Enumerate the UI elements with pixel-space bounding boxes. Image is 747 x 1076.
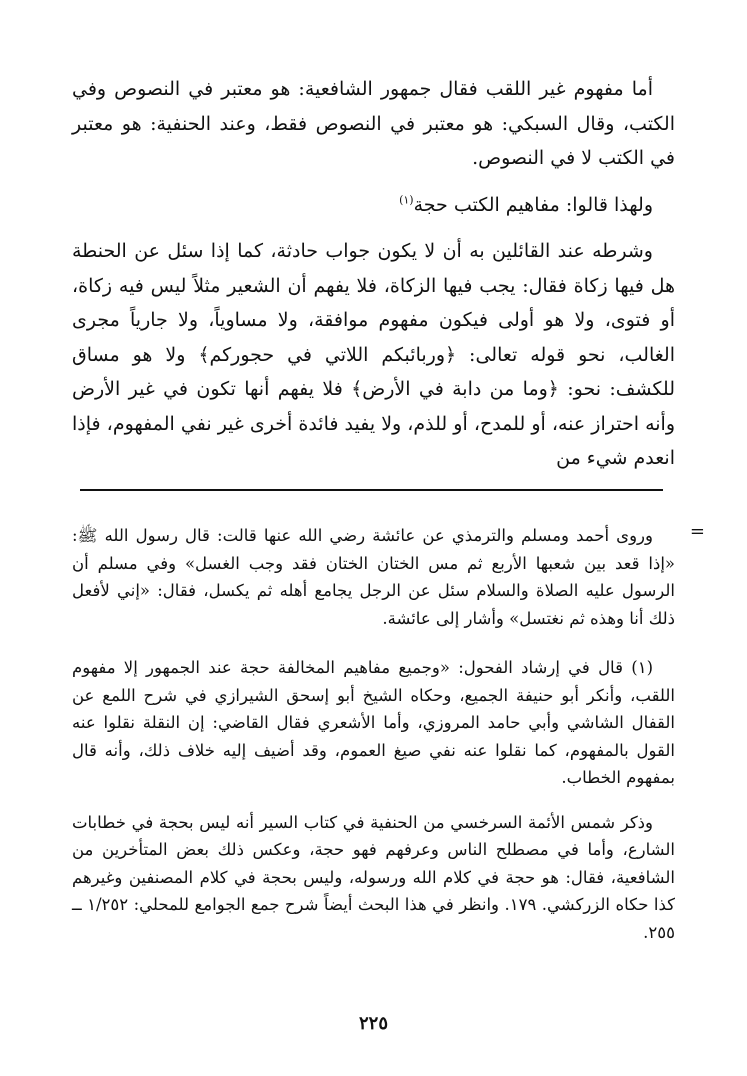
- footnote-divider: [80, 489, 663, 491]
- footnote-continued: وروى أحمد ومسلم والترمذي عن عائشة رضي الله عنها قالت: قال رسول الله ﷺ: «إذا قعد بين شعبها الأربع ثم مس الختان الختان فقد وجب الغسل» وفي مسلم أن الرسول عليه الصلاة والسلام سئل عن الرجل يجامع أهله ثم يكسل، فقال: «إني لأفعل ذلك أنا وهذه ثم نغتسل» وأشار إلى عائشة.: [72, 526, 675, 628]
- main-paragraph: وشرطه عند القائلين به أن لا يكون جواب حادثة، كما إذا سئل عن الحنطة هل فيها زكاة فقال: يجب فيها الزكاة، فلا يفهم أن الشعير مثلاً ليس فيه زكاة، أو فتوى، ولا هو أولى فيكون مفهوم موافقة، ولا مساوياً، ولا جارياً مجرى الغالب، نحو قوله تعالى: ﴿وربائبكم اللاتي في حجوركم﴾ ولا هو مساق للكشف: نحو: ﴿وما من دابة في الأرض﴾ فلا يفهم أنها تكون في غير الأرض وأنه احتراز عنه، أو للمدح، أو للذم، ولا يفيد فائدة أخرى غير نفي المفهوم، فإذا انعدم شيء من: [72, 240, 675, 469]
- footnote-reference: (١): [399, 193, 414, 207]
- main-paragraph: أما مفهوم غير اللقب فقال جمهور الشافعية: هو معتبر في النصوص وفي الكتب، وقال السبكي: هو معتبر في النصوص فقط، وعند الحنفية: هو معتبر في الكتب لا في النصوص.: [72, 78, 675, 169]
- footnote-continuation-mark: =: [689, 521, 705, 542]
- main-paragraph: [72, 188, 675, 223]
- footnotes: [72, 522, 675, 946]
- main-paragraph-text: ولهذا قالوا: مفاهيم الكتب حجة: [413, 193, 653, 216]
- footnote-1: (١) قال في إرشاد الفحول: «وجميع مفاهيم المخالفة حجة عند الجمهور إلا مفهوم اللقب، وأنكر أبو حنيفة الجميع، وحكاه الشيخ أبو إسحق الشيرازي في شرح اللمع عن القفال الشاشي وأبي حامد المروزي، وأما الأشعري فقال القاضي: إن النقلة نقلوا عنه القول بالمفهوم، كما نقلوا عنه نفي صيغ العموم، وقد أضيف إليه خلاف ذلك، وأنه قال بمفهوم الخطاب.: [72, 658, 675, 787]
- main-text: [72, 72, 675, 476]
- page-number: ٢٢٥: [358, 1013, 388, 1034]
- footnote-1-continued: وذكر شمس الأئمة السرخسي من الحنفية في كتاب السير أنه ليس بحجة في خطابات الشارع، وأما في مصطلح الناس وعرفهم فهو حجة، وعكس ذلك بعض المتأخرين من الشافعية، فقال: هو حجة في كلام الله ورسوله، وليس بحجة في كلام المصنفين وغيرهم كذا حكاه الزركشي. ١٧٩. وانظر في هذا البحث أيضاً شرح جمع الجوامع للمحلي: ١/٢٥٢ ــ ٢٥٥.: [72, 812, 675, 942]
